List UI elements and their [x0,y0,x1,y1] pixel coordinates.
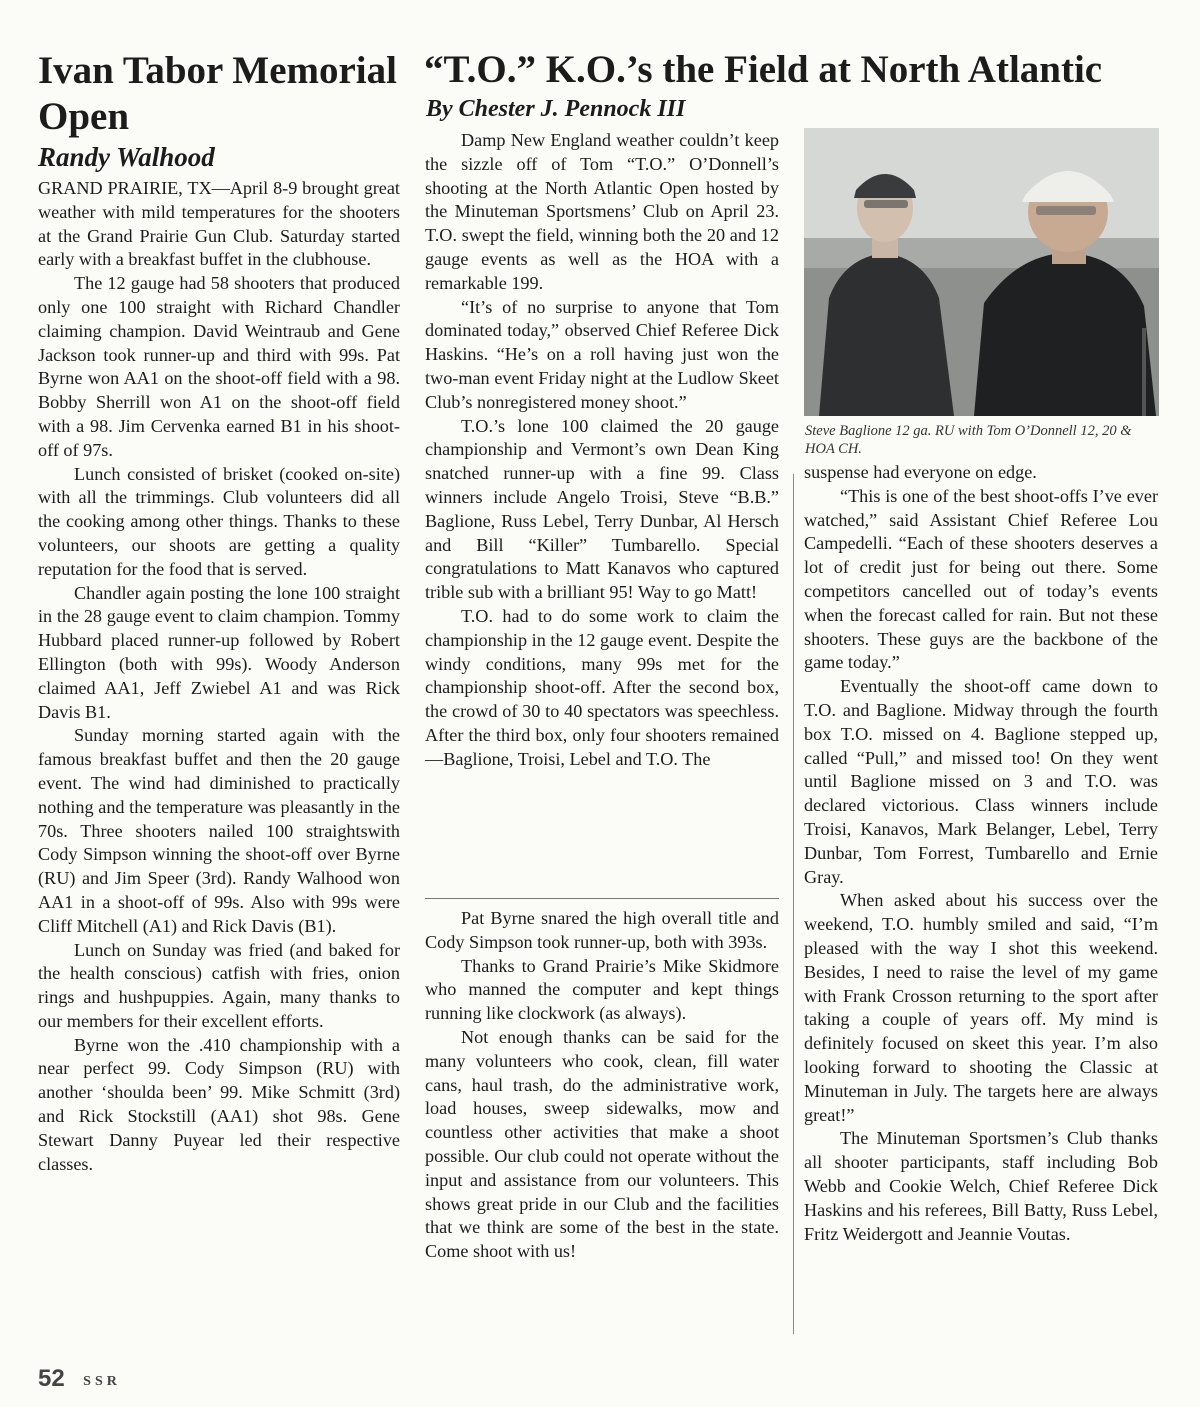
article2-body-col3 [804,461,1158,1246]
article2-paragraph: “This is one of the best shoot-offs I’ve ever watched,” said Assistant Chief Referee Lou Campedelli. “Each of these shooters deserves a lot of credit just for being out there. Some competitors cancelled out of today’s events when the forecast called for rain. But not these shooters. These guys are the backbone of the game today.” [804,485,1158,673]
article2-paragraph: Damp New England weather couldn’t keep the sizzle off of Tom “T.O.” O’Donnell’s shooting at the North Atlantic Open hosted by the Minuteman Sportsmens’ Club on April 23. T.O. swept the field, winning both the 20 and 12 gauge events as well as the HOA with a remarkable 199. [425,130,779,293]
article1-paragraph: The 12 gauge had 58 shooters that produced only one 100 straight with Richard Chandler claiming champion. David Weintraub and Gene Jackson took runner-up and third with 99s. Pat Byrne won AA1 on the shoot-off field with a 98. Bobby Sherrill won A1 on the shoot-off field with a 98. Jim Cervenka earned B1 in his shoot-off of 97s. [38,273,400,460]
column-divider [425,898,779,899]
article1-continued-paragraph: Thanks to Grand Prairie’s Mike Skidmore who manned the computer and kept things running like clockwork (as always). [425,955,779,1024]
page-number: 52 [38,1365,65,1392]
article2-paragraph: “It’s of no surprise to anyone that Tom dominated today,” observed Chief Referee Dick Haskins. “He’s on a roll having just won the two-man event Friday night at the Ludlow Skeet Club’s nonregistered money shoot.” [425,296,779,412]
photo-two-shooters [804,128,1159,416]
article1-continued-paragraph: Not enough thanks can be said for the many volunteers who cook, clean, fill water cans, haul trash, do the administrative work, load houses, sweep sidewalks, mow and countless other activities that make a shoot possible. Our club could not operate without the input and assistance from our volunteers. This shows great pride in our Club and the facilities that we think are some of the best in the state. Come shoot with us! [425,1026,779,1262]
article1-paragraph: GRAND PRAIRIE, TX—April 8-9 brought great weather with mild temperatures for the shooters at the Grand Prairie Gun Club. Saturday started early with a breakfast buffet in the clubhouse. [38,178,400,270]
article1-paragraph: Sunday morning started again with the famous breakfast buffet and then the 20 gauge event. The wind had diminished to practically nothing and the temperature was pleasantly in the 70s. Three shooters nailed 100 straightswith Cody Simpson winning the shoot-off over Byrne (RU) and Jim Speer (3rd). Randy Walhood won AA1 in a shoot-off of 99s. Also with 99s were Cliff Mitchell (A1) and Rick Davis (B1). [38,725,400,936]
photo-illustration [804,128,1159,416]
article1-paragraph: Lunch consisted of brisket (cooked on-site) with all the trimmings. Club volunteers did all the cooking among other things. Thanks to these volunteers, our shoots are getting a quality reputation for the food that is served. [38,463,400,579]
article2-paragraph: When asked about his success over the weekend, T.O. humbly smiled and said, “I’m pleased with the way I shot this weekend. Besides, I need to raise the level of my game with Frank Crosson returning to the sport after taking a couple of years off. My mind is definitely focused on skeet this year. I’m also looking forward to shooting the Classic at Minuteman in July. The targets here are always great!” [804,890,1158,1125]
article2-byline: By Chester J. Pennock III [426,96,686,122]
article1-body [38,177,400,1176]
article1-paragraph: Lunch on Sunday was fried (and baked for the health conscious) catfish with fries, onion rings and hushpuppies. Again, many thanks to our members for their excellent efforts. [38,939,400,1031]
article1-continued-paragraph: Pat Byrne snared the high overall title and Cody Simpson took runner-up, both with 393s. [425,908,779,952]
page-footer [38,1365,121,1393]
article2-body-col2 [425,129,779,772]
article1-byline: Randy Walhood [38,142,215,172]
magazine-name: SSR [83,1373,121,1389]
article2-paragraph: The Minuteman Sportsmen’s Club thanks all shooter participants, staff including Bob Webb and Cookie Welch, Chief Referee Dick Haskins and his referees, Bill Batty, Russ Lebel, Fritz Weidergott and Jeannie Voutas. [804,1128,1158,1244]
article2-paragraph: suspense had everyone on edge. [804,462,1037,482]
article1-paragraph: Chandler again posting the lone 100 straight in the 28 gauge event to claim champion. Tommy Hubbard placed runner-up followed by Robert Ellington (both with 99s). Woody Anderson claimed AA1, Jeff Zwiebel A1 and was Rick Davis B1. [38,582,400,722]
article2-title: “T.O.” K.O.’s the Field at North Atlantic [424,48,1103,91]
article1-continued [425,907,779,1264]
column-rule [793,474,794,1334]
article2-paragraph: T.O. had to do some work to claim the championship in the 12 gauge event. Despite the windy conditions, many 99s met for the championship shoot-off. After the second box, the crowd of 30 to 40 spectators was speechless. After the third box, only four shooters remained—Baglione, Troisi, Lebel and T.O. The [425,605,779,769]
article2-paragraph: T.O.’s lone 100 claimed the 20 gauge championship and Vermont’s own Dean King snatched runner-up with a fine 99. Class winners include Angelo Troisi, Steve “B.B.” Baglione, Russ Lebel, Terry Dunbar, Al Hersch and Bill “Killer” Tumbarello. Special congratulations to Matt Kanavos who captured trible sub with a brilliant 95! Way to go Matt! [425,415,779,603]
photo-caption: Steve Baglione 12 ga. RU with Tom O’Donnell 12, 20 & HOA CH. [805,423,1132,457]
article2-paragraph: Eventually the shoot-off came down to T.O. and Baglione. Midway through the fourth box T.O. missed on 4. Baglione stepped up, called “Pull,” and missed too! On they went until Baglione missed on 3 and T.O. was declared victorious. Class winners include Troisi, Kanavos, Mark Belanger, Lebel, Terry Dunbar, Tom Forrest, Tumbarello and Ernie Gray. [804,676,1158,887]
article1-paragraph: Byrne won the .410 championship with a near perfect 99. Cody Simpson (RU) with another ‘shoulda been’ 99. Mike Schmitt (3rd) and Rick Stockstill (AA1) shot 98s. Gene Stewart Danny Puyear led their respective classes. [38,1034,400,1174]
article1-title: Ivan Tabor Memorial Open [38,49,397,138]
